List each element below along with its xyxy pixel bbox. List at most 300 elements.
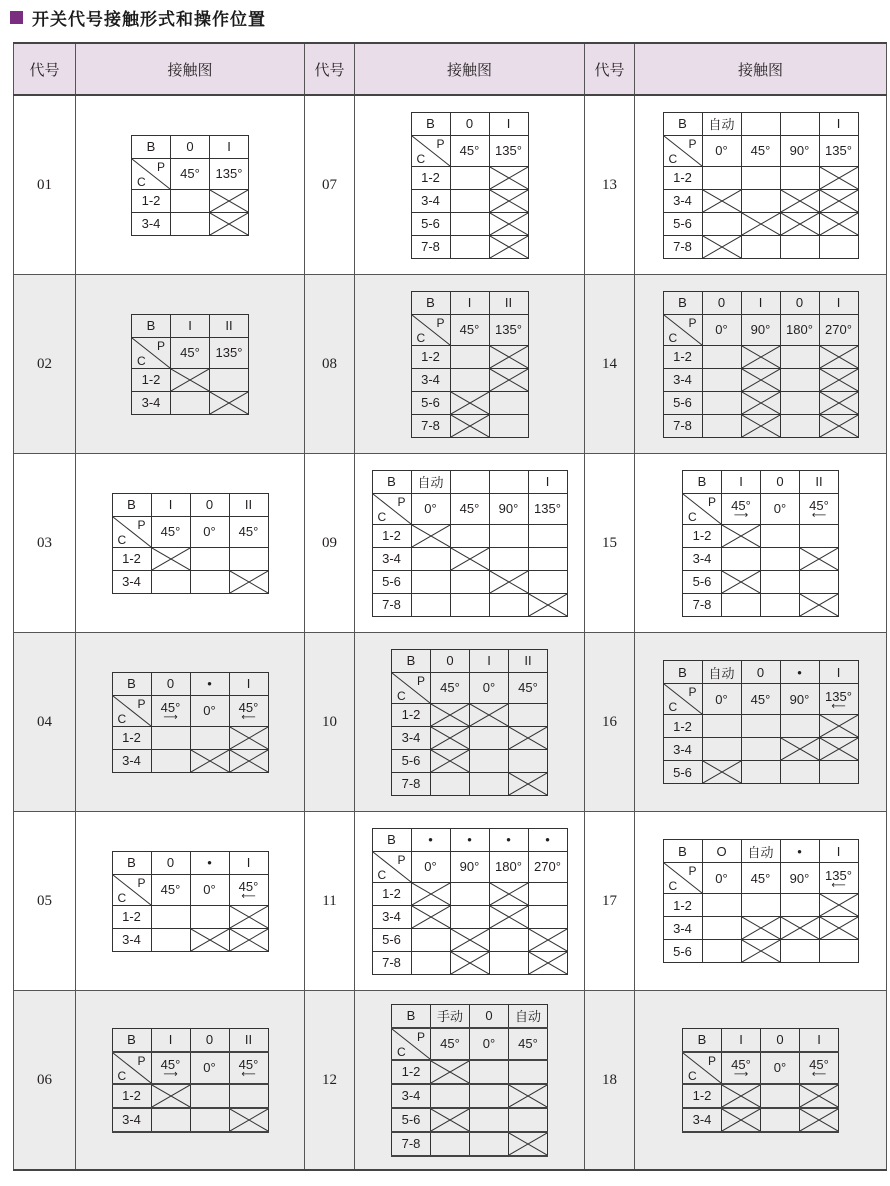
contact-open — [528, 547, 567, 570]
corner-cell — [112, 1052, 151, 1084]
contact-open — [509, 749, 548, 772]
contact-label: 5-6 — [392, 1108, 431, 1132]
angle-label — [722, 493, 761, 524]
corner-cell — [392, 672, 431, 703]
contact-diagram — [131, 314, 249, 415]
contact-closed — [450, 414, 489, 437]
table-row — [14, 454, 887, 633]
label-p: P — [707, 1053, 716, 1068]
corner-cell — [683, 493, 722, 524]
contact-open — [431, 772, 470, 795]
position-row — [112, 493, 268, 516]
angle-label — [151, 1052, 190, 1084]
angle-label — [819, 314, 858, 345]
contact-open — [489, 951, 528, 974]
contact-closed — [741, 212, 780, 235]
position-row — [663, 291, 858, 314]
contact-closed-cross-icon — [781, 738, 819, 760]
contact-row — [683, 524, 839, 547]
contact-label: 3-4 — [683, 547, 722, 570]
contact-open — [780, 345, 819, 368]
position-label — [780, 112, 819, 135]
position-label: 手动 — [431, 1004, 470, 1028]
contact-row — [392, 749, 548, 772]
contact-diagram — [391, 1004, 548, 1157]
contact-label: 3-4 — [663, 368, 702, 391]
contact-label: 1-2 — [683, 1084, 722, 1108]
contact-label: 1-2 — [392, 1060, 431, 1084]
corner-cell — [663, 135, 702, 166]
contact-label: 3-4 — [392, 726, 431, 749]
contact-closed — [450, 951, 489, 974]
angle-row — [663, 863, 858, 894]
contact-closed-cross-icon — [412, 525, 450, 547]
position-label: I — [489, 112, 528, 135]
label-b: B — [683, 1028, 722, 1052]
contact-row — [372, 882, 567, 905]
contact-closed-cross-icon — [703, 236, 741, 258]
contact-open — [450, 524, 489, 547]
angle-row — [112, 516, 268, 547]
contact-closed-cross-icon — [210, 190, 248, 212]
position-label: 0 — [761, 1028, 800, 1052]
label-c: C — [117, 532, 127, 547]
contact-label: 1-2 — [411, 166, 450, 189]
position-label: II — [800, 470, 839, 493]
contact-label: 7-8 — [411, 235, 450, 258]
angle-value: 45° — [750, 691, 771, 707]
contact-label: 1-2 — [663, 345, 702, 368]
contact-row — [663, 761, 858, 784]
contact-open — [450, 882, 489, 905]
position-label: 0 — [741, 661, 780, 684]
contact-open — [741, 894, 780, 917]
angle-row — [132, 337, 249, 368]
position-row — [112, 851, 268, 874]
contact-label: 1-2 — [663, 715, 702, 738]
angle-value: 90° — [789, 143, 810, 158]
contact-label: 1-2 — [372, 524, 411, 547]
contact-closed — [431, 749, 470, 772]
contact-closed-cross-icon — [722, 571, 760, 593]
contact-open — [450, 212, 489, 235]
angle-label — [450, 135, 489, 166]
code-cell: 10 — [305, 633, 355, 812]
contact-diagram-cell — [76, 275, 305, 454]
contact-open — [450, 345, 489, 368]
contact-closed-cross-icon — [800, 594, 838, 616]
angle-label — [229, 874, 268, 905]
contact-closed-cross-icon — [230, 727, 268, 749]
label-c: C — [668, 879, 678, 893]
contact-row — [392, 1132, 548, 1156]
header-code-1: 代号 — [14, 43, 76, 95]
position-label: 0 — [171, 135, 210, 158]
position-label: I — [229, 672, 268, 695]
contact-closed — [819, 894, 858, 917]
contact-closed — [741, 414, 780, 437]
contact-closed-cross-icon — [529, 594, 567, 616]
label-c: C — [416, 151, 426, 166]
contact-open — [702, 166, 741, 189]
arrow-left-icon: ⟵ — [831, 879, 846, 891]
angle-label — [702, 863, 741, 894]
contact-diagram-cell — [355, 454, 585, 633]
contact-open — [800, 570, 839, 593]
position-label: 自动 — [702, 661, 741, 684]
angle-value: 45° — [459, 322, 480, 337]
contact-closed-cross-icon — [509, 1085, 547, 1107]
contact-open — [702, 414, 741, 437]
contact-label: 7-8 — [372, 593, 411, 616]
position-label: II — [229, 1028, 268, 1052]
label-c: C — [668, 151, 678, 166]
contact-closed — [411, 524, 450, 547]
contact-row — [112, 1084, 268, 1108]
corner-cell — [112, 695, 151, 726]
position-label — [450, 470, 489, 493]
contact-closed-cross-icon — [820, 415, 858, 437]
contact-open — [741, 738, 780, 761]
section-title — [10, 4, 266, 30]
header-diagram-1: 接触图 — [76, 43, 305, 95]
contact-diagram-cell — [635, 95, 887, 275]
contact-label: 3-4 — [663, 738, 702, 761]
angle-value: 0° — [424, 859, 437, 874]
angle-value: 45° — [160, 700, 181, 715]
angle-label — [819, 135, 858, 166]
contact-closed-cross-icon — [412, 906, 450, 928]
label-c: C — [397, 688, 406, 703]
code-cell: 18 — [585, 991, 635, 1171]
position-label — [489, 470, 528, 493]
angle-label — [489, 851, 528, 882]
contact-closed-cross-icon — [509, 773, 547, 795]
label-b: B — [372, 828, 411, 851]
label-c: C — [416, 330, 426, 345]
position-row — [392, 1004, 548, 1028]
angle-row — [683, 1052, 839, 1084]
label-b: B — [132, 314, 171, 337]
table-row — [14, 633, 887, 812]
angle-label — [190, 516, 229, 547]
contact-closed — [528, 951, 567, 974]
contact-row — [663, 189, 858, 212]
contact-open — [470, 1060, 509, 1084]
contact-open — [450, 570, 489, 593]
position-label: II — [489, 291, 528, 314]
corner-cell — [392, 1028, 431, 1060]
contact-label: 1-2 — [392, 703, 431, 726]
contact-row — [663, 414, 858, 437]
contact-open — [470, 749, 509, 772]
contact-closed-cross-icon — [412, 883, 450, 905]
contact-diagram-cell — [635, 812, 887, 991]
angle-value: 45° — [440, 1036, 460, 1051]
contact-closed-cross-icon — [490, 571, 528, 593]
position-label: O — [702, 840, 741, 863]
contact-open — [819, 940, 858, 963]
angle-value: 90° — [750, 322, 771, 337]
contact-label: 3-4 — [411, 368, 450, 391]
contact-closed — [489, 570, 528, 593]
angle-value: 90° — [459, 859, 480, 874]
contact-closed — [411, 882, 450, 905]
contact-label: 1-2 — [372, 882, 411, 905]
contact-closed — [489, 212, 528, 235]
angle-value: 90° — [789, 691, 810, 707]
code-cell: 08 — [305, 275, 355, 454]
contact-open — [489, 547, 528, 570]
contact-open — [210, 368, 249, 391]
contact-closed-cross-icon — [230, 906, 268, 928]
angle-label — [741, 314, 780, 345]
contact-open — [489, 391, 528, 414]
position-label: I — [819, 661, 858, 684]
contact-closed-cross-icon — [230, 929, 268, 951]
contact-diagram-cell — [355, 991, 585, 1171]
arrow-left-icon: ⟵ — [241, 712, 256, 723]
contact-closed — [229, 749, 268, 772]
contact-closed-cross-icon — [431, 727, 469, 749]
contact-label: 3-4 — [372, 905, 411, 928]
angle-row — [372, 493, 567, 524]
arrow-left-icon: ⟵ — [811, 510, 827, 521]
position-label: 0 — [190, 1028, 229, 1052]
position-label: I — [722, 1028, 761, 1052]
contact-closed — [780, 917, 819, 940]
contact-row — [663, 940, 858, 963]
arrow-left-icon: ⟵ — [241, 1069, 256, 1080]
position-label: • — [489, 828, 528, 851]
contact-closed — [722, 1108, 761, 1132]
label-b: B — [112, 672, 151, 695]
contact-label: 3-4 — [663, 189, 702, 212]
contact-closed-cross-icon — [431, 1061, 469, 1083]
header-code-3: 代号 — [585, 43, 635, 95]
contact-open — [190, 905, 229, 928]
contact-row — [663, 235, 858, 258]
position-label: I — [528, 470, 567, 493]
corner-cell — [663, 863, 702, 894]
contact-row — [683, 1084, 839, 1108]
contact-open — [761, 1084, 800, 1108]
contact-row — [663, 917, 858, 940]
angle-label — [171, 158, 210, 189]
corner-cell — [663, 684, 702, 715]
contact-closed-cross-icon — [451, 548, 489, 570]
contact-closed-cross-icon — [490, 883, 528, 905]
contact-row — [392, 726, 548, 749]
contact-diagram — [411, 112, 529, 259]
contact-closed-cross-icon — [230, 1109, 268, 1131]
contact-open — [171, 391, 210, 414]
position-label — [741, 112, 780, 135]
contact-row — [663, 212, 858, 235]
angle-label — [411, 493, 450, 524]
corner-cell — [132, 158, 171, 189]
contact-closed-cross-icon — [490, 167, 528, 189]
arrow-left-icon: ⟵ — [831, 700, 846, 712]
code-cell: 09 — [305, 454, 355, 633]
contact-closed-cross-icon — [781, 190, 819, 212]
position-row — [663, 112, 858, 135]
contact-closed-cross-icon — [171, 369, 209, 391]
contact-open — [151, 928, 190, 951]
contact-open — [411, 593, 450, 616]
contact-row — [411, 345, 528, 368]
contact-open — [722, 593, 761, 616]
contact-row — [392, 1060, 548, 1084]
contact-diagram — [372, 828, 568, 975]
contact-closed-cross-icon — [800, 1109, 838, 1131]
contact-diagram — [682, 1028, 839, 1133]
angle-label — [780, 684, 819, 715]
contact-closed — [431, 703, 470, 726]
position-row — [411, 112, 528, 135]
contact-diagram — [112, 1028, 269, 1133]
angle-value: 135° — [495, 322, 522, 337]
contact-closed — [819, 189, 858, 212]
angle-row — [372, 851, 567, 882]
label-b: B — [392, 649, 431, 672]
contact-label: 7-8 — [663, 235, 702, 258]
angle-value: 45° — [731, 498, 751, 513]
label-p: P — [137, 1053, 146, 1068]
position-row — [132, 314, 249, 337]
contact-open — [411, 928, 450, 951]
contact-row — [411, 391, 528, 414]
position-row — [411, 291, 528, 314]
contact-open — [151, 726, 190, 749]
angle-label — [819, 684, 858, 715]
label-b: B — [663, 291, 702, 314]
position-label: I — [229, 851, 268, 874]
contact-closed-cross-icon — [703, 190, 741, 212]
label-b: B — [372, 470, 411, 493]
contact-label: 3-4 — [112, 749, 151, 772]
position-row — [683, 470, 839, 493]
contact-closed-cross-icon — [191, 929, 229, 951]
code-cell: 01 — [14, 95, 76, 275]
label-c: C — [117, 711, 127, 726]
angle-label — [229, 1052, 268, 1084]
contact-closed — [210, 212, 249, 235]
corner-cell — [372, 851, 411, 882]
contact-open — [800, 524, 839, 547]
contact-closed — [450, 928, 489, 951]
contact-open — [780, 761, 819, 784]
angle-row — [112, 1052, 268, 1084]
angle-label — [761, 493, 800, 524]
angle-value: 45° — [459, 501, 480, 516]
contact-diagram — [112, 851, 269, 952]
contact-closed — [722, 570, 761, 593]
contact-diagram-cell — [635, 991, 887, 1171]
contact-closed-cross-icon — [742, 369, 780, 391]
contact-closed-cross-icon — [820, 167, 858, 189]
contact-closed-cross-icon — [451, 929, 489, 951]
contact-closed-cross-icon — [490, 346, 528, 368]
angle-label — [229, 516, 268, 547]
code-cell: 05 — [14, 812, 76, 991]
contact-diagram-cell — [355, 633, 585, 812]
angle-label — [741, 135, 780, 166]
contact-row — [112, 905, 268, 928]
angle-value: 0° — [203, 524, 216, 539]
contact-label: 7-8 — [663, 414, 702, 437]
position-label: II — [509, 649, 548, 672]
contact-row — [132, 391, 249, 414]
contact-diagram-cell — [76, 812, 305, 991]
label-p: P — [688, 864, 697, 878]
contact-diagram-cell — [355, 95, 585, 275]
angle-label — [741, 863, 780, 894]
label-p: P — [156, 159, 165, 174]
label-p: P — [707, 494, 716, 509]
contact-open — [190, 1108, 229, 1132]
angle-label — [190, 874, 229, 905]
angle-value: 0° — [203, 703, 216, 718]
contact-diagram — [112, 672, 269, 773]
contact-row — [411, 212, 528, 235]
contact-row — [132, 368, 249, 391]
contact-closed — [171, 368, 210, 391]
angle-row — [392, 1028, 548, 1060]
contact-label: 1-2 — [112, 726, 151, 749]
contact-closed — [819, 917, 858, 940]
angle-label — [702, 314, 741, 345]
contact-closed-cross-icon — [820, 369, 858, 391]
contact-closed-cross-icon — [490, 190, 528, 212]
code-cell: 03 — [14, 454, 76, 633]
angle-value: 45° — [160, 882, 181, 897]
arrow-left-icon: ⟵ — [241, 891, 256, 902]
contact-label: 7-8 — [411, 414, 450, 437]
arrow-right-icon: ⟶ — [163, 712, 178, 723]
contact-diagram-cell — [76, 991, 305, 1171]
angle-value: 45° — [731, 1057, 751, 1072]
contact-label: 3-4 — [132, 391, 171, 414]
contact-closed-cross-icon — [431, 1109, 469, 1131]
contact-row — [112, 570, 268, 593]
contact-closed — [489, 882, 528, 905]
angle-label — [431, 672, 470, 703]
label-b: B — [112, 851, 151, 874]
contact-closed — [431, 1060, 470, 1084]
contact-open — [489, 593, 528, 616]
contact-open — [470, 726, 509, 749]
contact-row — [132, 212, 249, 235]
contact-open — [741, 761, 780, 784]
contact-open — [780, 414, 819, 437]
label-c: C — [397, 1044, 406, 1059]
contact-diagram-cell — [635, 275, 887, 454]
contact-closed-cross-icon — [781, 917, 819, 939]
position-row — [132, 135, 249, 158]
contact-closed-cross-icon — [529, 929, 567, 951]
contact-closed-cross-icon — [820, 346, 858, 368]
angle-label — [470, 1028, 509, 1060]
contact-closed — [819, 715, 858, 738]
contact-row — [683, 593, 839, 616]
position-label: I — [171, 314, 210, 337]
label-c: C — [377, 509, 387, 524]
contact-closed-cross-icon — [742, 213, 780, 235]
position-label: 0 — [151, 672, 190, 695]
contact-row — [372, 928, 567, 951]
position-label: 0 — [190, 493, 229, 516]
